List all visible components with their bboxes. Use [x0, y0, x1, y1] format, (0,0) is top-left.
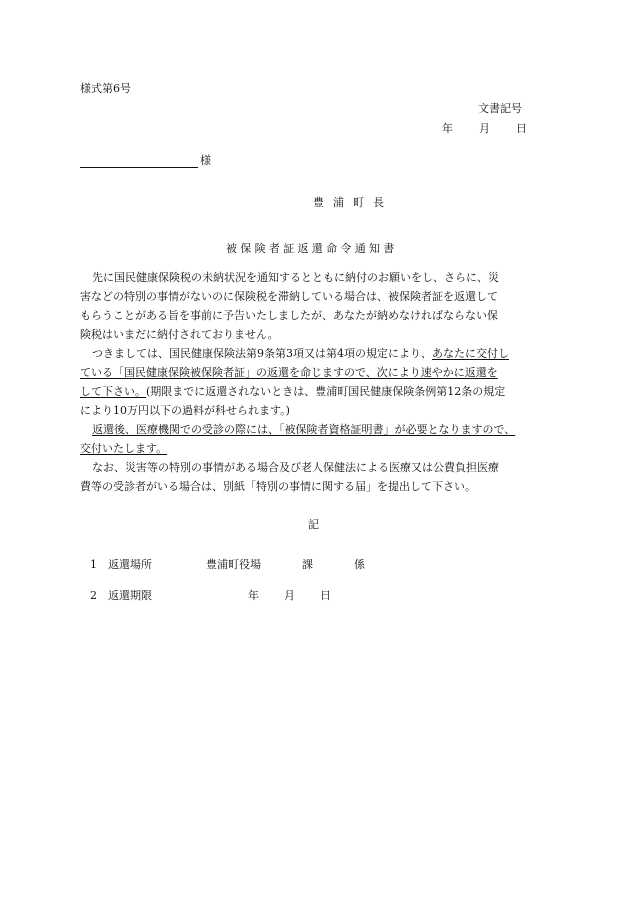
addressee-suffix: 様 — [200, 154, 211, 167]
p2-line-3-underlined: して下さい。 — [80, 385, 146, 398]
item-1-number: 1 — [90, 558, 97, 571]
p2-line-4: により10万円以下の過料が科せられます。) — [80, 404, 290, 417]
document-number-label: 文書記号 — [478, 102, 522, 115]
p2-line-1-text: つきましては、国民健康保険法第9条第3項又は第4項の規定により、 — [92, 347, 432, 360]
p1-line-4: 険税はいまだに納付されておりません。 — [80, 328, 279, 341]
notes-heading: 記 — [308, 518, 319, 531]
date-year: 年 — [442, 122, 453, 135]
p4-line-2: 費等の受診者がいる場合は、別紙「特別の事情に関する届」を提出して下さい。 — [80, 480, 476, 493]
date-line — [442, 120, 527, 136]
deadline-day: 日 — [320, 589, 331, 602]
notice-body — [80, 268, 546, 496]
p1-line-1: 先に国民健康保険税の未納状況を通知するとともに納付のお願いをし、さらに、災 — [92, 271, 499, 284]
return-deadline-item — [90, 587, 331, 603]
p2-line-1 — [80, 344, 546, 363]
p3-line-2: 交付いたします。 — [80, 442, 168, 455]
return-place-office: 豊浦町役場 — [206, 558, 261, 571]
return-place-unit: 係 — [354, 558, 365, 571]
return-place-label: 返還場所 — [108, 558, 152, 571]
p4-line-1: なお、災害等の特別の事情がある場合及び老人保健法による医療又は公費負担医療 — [92, 461, 499, 474]
form-number: 様式第6号 — [80, 82, 131, 95]
addressee — [80, 152, 211, 168]
return-place-section: 課 — [302, 558, 313, 571]
return-deadline-label: 返還期限 — [108, 589, 152, 602]
addressee-blank — [80, 155, 198, 168]
deadline-month: 月 — [284, 589, 295, 602]
p1-line-2: 害などの特別の事情がないのに保険税を滞納している場合は、被保険者証を返還して — [80, 290, 498, 303]
p2-line-3 — [80, 382, 546, 401]
p2-line-2: ている「国民健康保険被保険者証」の返還を命じますので、次により速やかに返還を — [80, 366, 498, 379]
p3-line-1: 返還後、医療機関での受診の際には、「被保険者資格証明書」が必要となりますので、 — [92, 423, 516, 436]
p2-line-1-underlined: あなたに交付し — [432, 347, 509, 360]
document-title: 被保険者証返還命令通知書 — [226, 242, 398, 255]
deadline-year: 年 — [248, 589, 259, 602]
p1-line-3: もらうことがある旨を事前に予告いたしましたが、あなたが納めなければならない保 — [80, 309, 498, 322]
return-place-item — [90, 556, 365, 572]
issuer: 豊浦町長 — [313, 196, 393, 209]
date-month: 月 — [479, 122, 490, 135]
date-day: 日 — [516, 122, 527, 135]
p2-line-3-text: (期限までに返還されないときは、豊浦町国民健康保険条例第12条の規定 — [146, 385, 506, 398]
item-2-number: 2 — [90, 589, 97, 602]
